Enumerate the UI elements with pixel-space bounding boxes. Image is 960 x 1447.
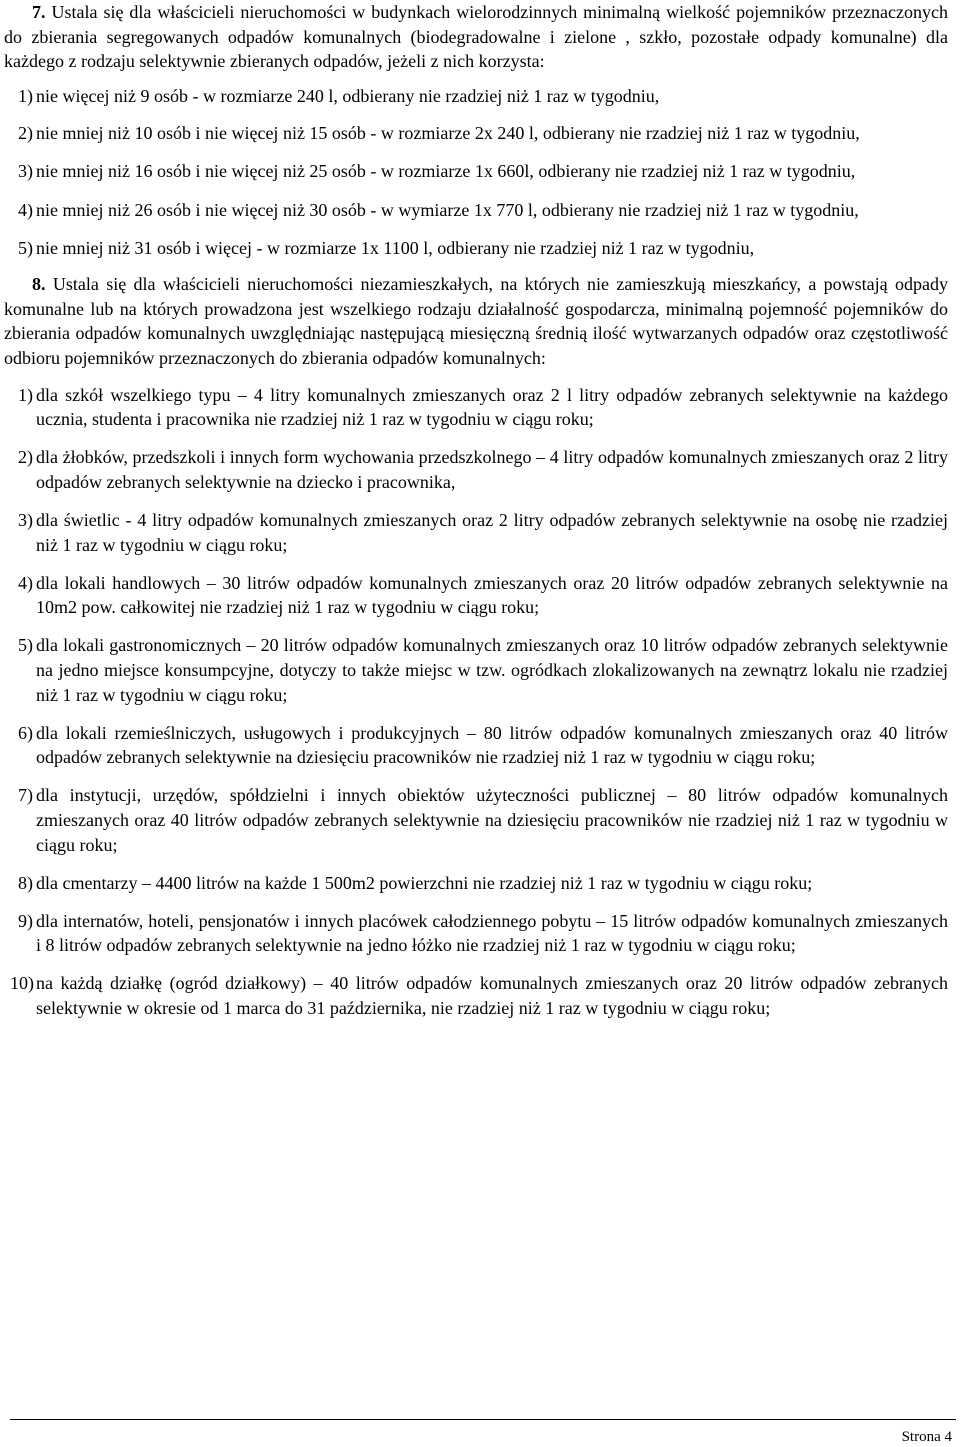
- list-item-number: 9): [18, 910, 33, 931]
- page-number: Strona 4: [901, 1429, 952, 1445]
- list-item-text: nie mniej niż 26 osób i nie więcej niż 30 osób - w wymiarze 1x 770 l, odbierany nie rzadziej niż 1 raz w tygodniu,: [36, 199, 859, 220]
- list-item: [4, 971, 948, 1020]
- list-item-number: 3): [18, 161, 33, 182]
- section-7-number: 7.: [32, 2, 46, 22]
- section-8-intro: [4, 272, 948, 370]
- list-item: [4, 84, 948, 109]
- list-item-text: nie mniej niż 10 osób i nie więcej niż 15 osób - w rozmiarze 2x 240 l, odbierany nie rzadziej niż 1 raz w tygodniu,: [36, 123, 860, 144]
- list-item: [4, 871, 948, 896]
- list-item: [4, 198, 948, 223]
- footer-divider: [10, 1419, 956, 1420]
- list-item-text: dla żłobków, przedszkoli i innych form wychowania przedszkolnego – 4 litry odpadów komunalnych zmieszanych oraz 2 litry odpadów zebranych selektywnie na dziecko i pracownika,: [36, 447, 948, 492]
- list-item-text: nie mniej niż 31 osób i więcej - w rozmiarze 1x 1100 l, odbierany nie rzadziej niż 1 raz w tygodniu,: [36, 237, 755, 258]
- list-item-number: 1): [18, 85, 33, 106]
- list-item-number: 3): [18, 510, 33, 530]
- list-item-text: dla lokali gastronomicznych – 20 litrów odpadów komunalnych zmieszanych oraz 10 litrów odpadów zebranych selektywnie na jedno miejsce konsumpcyjne, dotyczy to także miejsc w tzw. ogródkach zlokalizowanych na zewnątrz lokalu nie rzadziej niż 1 raz w tygodniu w ciągu roku;: [36, 635, 948, 705]
- section-8-intro-text: Ustala się dla właścicieli nieruchomości niezamieszkałych, na których nie zamieszkują mieszkańcy, a powstają odpady komunalne lub na których prowadzona jest wszelkiego rodzaju działalność gospodarcza, minimalną pojemność pojemników do zbierania odpadów komunalnych uwzględniając następującą miesięczną średnią ilość wytwarzanych odpadów oraz częstotliwość odbioru pojemników przeznaczonych do zbierania odpadów komunalnych:: [4, 274, 949, 369]
- list-item: [4, 236, 948, 261]
- list-item-text: dla instytucji, urzędów, spółdzielni i innych obiektów użyteczności publicznej – 80 litrów odpadów komunalnych zmieszanych oraz 40 litrów odpadów zebranych selektywnie na dziesięciu pracowników nie rzadziej niż 1 raz w tygodniu w ciągu roku;: [36, 785, 948, 855]
- list-item: [4, 633, 948, 707]
- list-item: [4, 121, 948, 146]
- list-item-text: dla lokali rzemieślniczych, usługowych i produkcyjnych – 80 litrów odpadów komunalnych zmieszanych oraz 40 litrów odpadów zebranych selektywnie na dziesięciu pracowników nie rzadziej niż 1 raz w tygodniu w ciągu roku;: [36, 722, 948, 768]
- list-item-number: 4): [18, 572, 33, 593]
- list-item-text: na każdą działkę (ogród działkowy) – 40 litrów odpadów komunalnych zmieszanych oraz 20 litrów odpadów zebranych selektywnie w okresie od 1 marca do 31 października, nie rzadziej niż 1 raz w tygodniu w ciągu roku;: [36, 973, 948, 1018]
- document-page: [4, 0, 948, 1034]
- list-item-number: 8): [18, 872, 33, 893]
- list-item: [4, 721, 948, 770]
- list-item-number: 2): [18, 447, 33, 468]
- list-item-number: 5): [18, 635, 33, 656]
- list-item: [4, 508, 948, 557]
- list-item-number: 2): [18, 123, 33, 144]
- list-item-number: 5): [18, 237, 33, 258]
- list-item-text: dla internatów, hoteli, pensjonatów i innych placówek całodziennego pobytu – 15 litrów odpadów komunalnych zmieszanych i 8 litrów odpadów zebranych selektywnie na jedno łóżko nie rzadziej niż 1 raz w tygodniu w ciągu roku;: [36, 910, 948, 956]
- list-item: [4, 445, 948, 494]
- section-8-list: [4, 383, 948, 1021]
- list-item-text: dla świetlic - 4 litry odpadów komunalnych zmieszanych oraz 2 litry odpadów zebranych selektywnie na osobę nie rzadziej niż 1 raz w tygodniu w ciągu roku;: [36, 510, 948, 555]
- list-item-number: 6): [18, 722, 33, 743]
- list-item-text: nie więcej niż 9 osób - w rozmiarze 240 l, odbierany nie rzadziej niż 1 raz w tygodniu,: [36, 85, 660, 106]
- list-item: [4, 571, 948, 620]
- list-item: [4, 383, 948, 432]
- section-8-number: 8.: [32, 274, 46, 295]
- section-7-intro-text: Ustala się dla właścicieli nieruchomości w budynkach wielorodzinnych minimalną wielkość pojemników przeznaczonych do zbierania segregowanych odpadów komunalnych (biodegradowalne i zielone , szkło, pozostałe odpady komunalne) dla każdego z rodzaju selektywnie zbieranych odpadów, jeżeli z nich korzysta:: [4, 2, 948, 72]
- list-item: [4, 159, 948, 184]
- list-item-number: 1): [18, 384, 33, 405]
- list-item-text: dla cmentarzy – 4400 litrów na każde 1 500m2 powierzchni nie rzadziej niż 1 raz w tygodniu w ciągu roku;: [36, 872, 813, 893]
- list-item-text: dla szkół wszelkiego typu – 4 litry komunalnych zmieszanych oraz 2 l litry odpadów zebranych selektywnie na każdego ucznia, studenta i pracownika nie rzadziej niż 1 raz w tygodniu w ciągu roku;: [36, 384, 948, 430]
- list-item: [4, 783, 948, 857]
- list-item-text: dla lokali handlowych – 30 litrów odpadów komunalnych zmieszanych oraz 20 litrów odpadów zebranych selektywnie na 10m2 pow. całkowitej nie rzadziej niż 1 raz w tygodniu w ciągu roku;: [36, 572, 948, 618]
- list-item-text: nie mniej niż 16 osób i nie więcej niż 25 osób - w rozmiarze 1x 660l, odbierany nie rzadziej niż 1 raz w tygodniu,: [36, 161, 856, 182]
- section-7-list: [4, 84, 948, 260]
- list-item-number: 10): [10, 973, 34, 994]
- section-7-intro: [4, 0, 948, 74]
- list-item-number: 4): [18, 199, 33, 220]
- list-item-number: 7): [18, 785, 33, 806]
- list-item: [4, 909, 948, 958]
